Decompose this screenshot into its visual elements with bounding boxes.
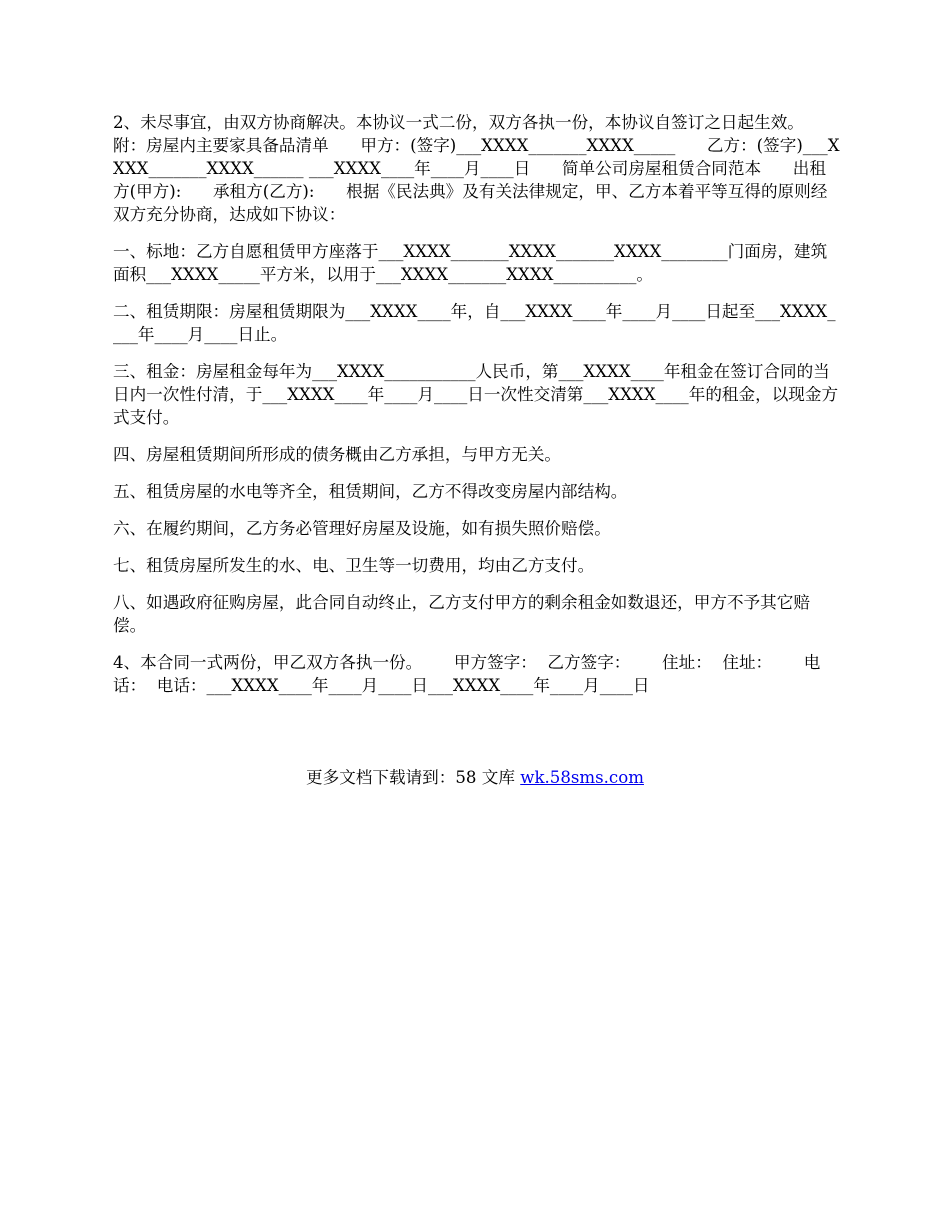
clause-subject: 一、标地：乙方自愿租赁甲方座落于___XXXX_______XXXX_______XXXX________门面房，建筑面积___XXXX_____平方米，以用于___XXXX_______XXXX__________。 bbox=[113, 242, 828, 284]
clause-maintenance: 六、在履约期间，乙方务必管理好房屋及设施，如有损失照价赔偿。 bbox=[113, 519, 611, 538]
clause-rent: 三、租金：房屋租金每年为___XXXX___________人民币，第___XXXX____年租金在签订合同的当日内一次性付清，于___XXXX____年____月____日一次性交清第___XXXX____年的租金，以现金方式支付。 bbox=[113, 362, 839, 427]
footer-text: 更多文档下载请到：58 文库 bbox=[306, 768, 521, 787]
clause-term: 二、租赁期限：房屋租赁期限为___XXXX____年，自___XXXX____年____月____日起至___XXXX____年____月____日止。 bbox=[113, 302, 836, 344]
clause-expenses: 七、租赁房屋所发生的水、电、卫生等一切费用，均由乙方支付。 bbox=[113, 556, 595, 575]
clause-signatures: 4、本合同一式两份，甲乙双方各执一份。 甲方签字： 乙方签字： 住址： 住址： 电话： 电话：___XXXX____年____月____日___XXXX____年____月____日 bbox=[113, 653, 821, 695]
document-body bbox=[113, 111, 840, 697]
footer bbox=[0, 766, 950, 789]
clause-debts: 四、房屋租赁期间所形成的债务概由乙方承担，与甲方无关。 bbox=[113, 445, 562, 464]
clause-supplementary: 2、未尽事宜，由双方协商解决。本协议一式二份，双方各执一份，本协议自签订之日起生效。 附：房屋内主要家具备品清单 甲方：(签字)___XXXX_______XXXX_____ 乙方：(签字)___XXXX_______XXXX______ ___XXXX____年____月____日 简单公司房屋租赁合同范本 出租方(甲方): 承租方(乙方): 根据《民法典》及有关法律规定，甲、乙方本着平等互得的原则经双方充分协商，达成如下协议： bbox=[113, 113, 840, 224]
footer-link[interactable]: wk.58sms.com bbox=[520, 768, 644, 787]
clause-utilities: 五、租赁房屋的水电等齐全，租赁期间，乙方不得改变房屋内部结构。 bbox=[113, 482, 628, 501]
clause-expropriation: 八、如遇政府征购房屋，此合同自动终止，乙方支付甲方的剩余租金如数退还，甲方不予其它赔偿。 bbox=[113, 593, 810, 635]
